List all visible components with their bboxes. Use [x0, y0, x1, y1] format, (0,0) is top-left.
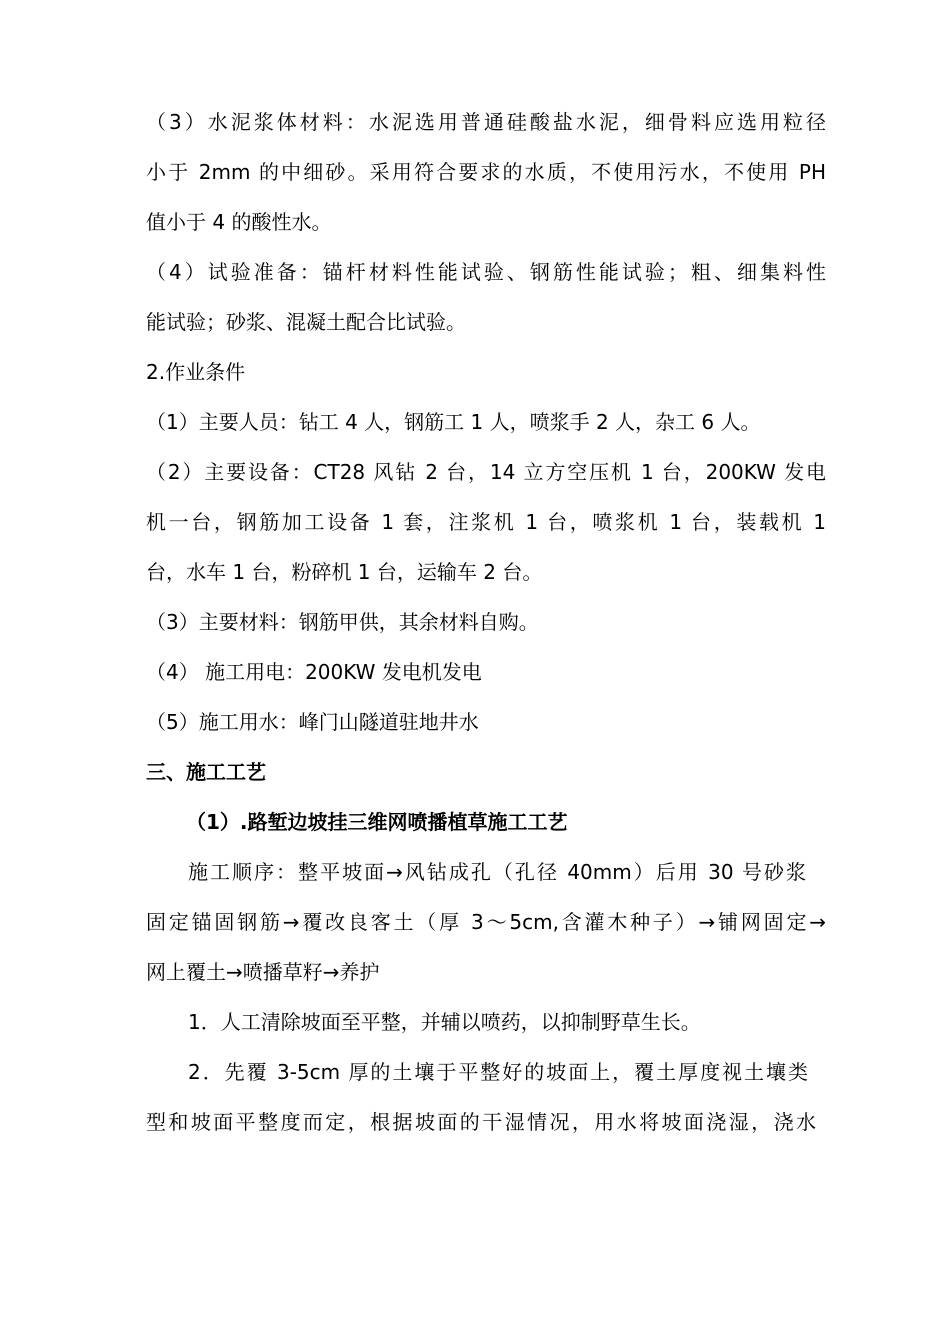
- paragraph-construction-water: （5）施工用水：峰门山隧道驻地井水: [146, 710, 479, 734]
- paragraph-main-equipment-line-1: （2）主要设备：CT28 风钻 2 台，14 立方空压机 1 台，200KW 发电: [146, 460, 826, 484]
- paragraph-construction-sequence-line-1: 施工顺序：整平坡面→风钻成孔（孔径 40mm）后用 30 号砂浆: [188, 860, 806, 884]
- paragraph-cement-materials-line-1: （3）水泥浆体材料：水泥选用普通硅酸盐水泥，细骨料应选用粒径: [146, 110, 826, 134]
- paragraph-step-2-line-2: 型和坡面平整度而定，根据坡面的干湿情况，用水将坡面浇湿，浇水: [146, 1110, 816, 1134]
- paragraph-test-preparation-line-2: 能试验；砂浆、混凝土配合比试验。: [146, 310, 466, 334]
- section-heading-working-conditions: 2.作业条件: [146, 360, 246, 384]
- paragraph-construction-sequence-line-3: 网上覆土→喷播草籽→养护: [146, 960, 380, 984]
- paragraph-cement-materials-line-2: 小于 2mm 的中细砂。采用符合要求的水质，不使用污水，不使用 PH: [146, 160, 826, 184]
- subsection-heading-slope-3d-net-seeding: （1）.路堑边坡挂三维网喷播植草施工工艺: [186, 810, 568, 834]
- paragraph-step-2-line-1: 2．先覆 3-5cm 厚的土壤于平整好的坡面上，覆土厚度视土壤类: [188, 1060, 808, 1084]
- paragraph-construction-electricity: （4） 施工用电：200KW 发电机发电: [146, 660, 482, 684]
- paragraph-main-equipment-line-3: 台，水车 1 台，粉碎机 1 台，运输车 2 台。: [146, 560, 543, 584]
- paragraph-main-personnel: （1）主要人员：钻工 4 人，钢筋工 1 人，喷浆手 2 人，杂工 6 人。: [146, 410, 761, 434]
- paragraph-test-preparation-line-1: （4）试验准备：锚杆材料性能试验、钢筋性能试验；粗、细集料性: [146, 260, 826, 284]
- paragraph-main-materials: （3）主要材料：钢筋甲供，其余材料自购。: [146, 610, 539, 634]
- paragraph-step-1: 1．人工清除坡面至平整，并辅以喷药，以抑制野草生长。: [188, 1010, 701, 1034]
- paragraph-construction-sequence-line-2: 固定锚固钢筋→覆改良客土（厚 3～5cm,含灌木种子）→铺网固定→: [146, 910, 826, 934]
- section-heading-construction-process: 三、施工工艺: [146, 760, 266, 784]
- paragraph-main-equipment-line-2: 机一台，钢筋加工设备 1 套，注浆机 1 台，喷浆机 1 台，装载机 1: [146, 510, 826, 534]
- paragraph-cement-materials-line-3: 值小于 4 的酸性水。: [146, 210, 332, 234]
